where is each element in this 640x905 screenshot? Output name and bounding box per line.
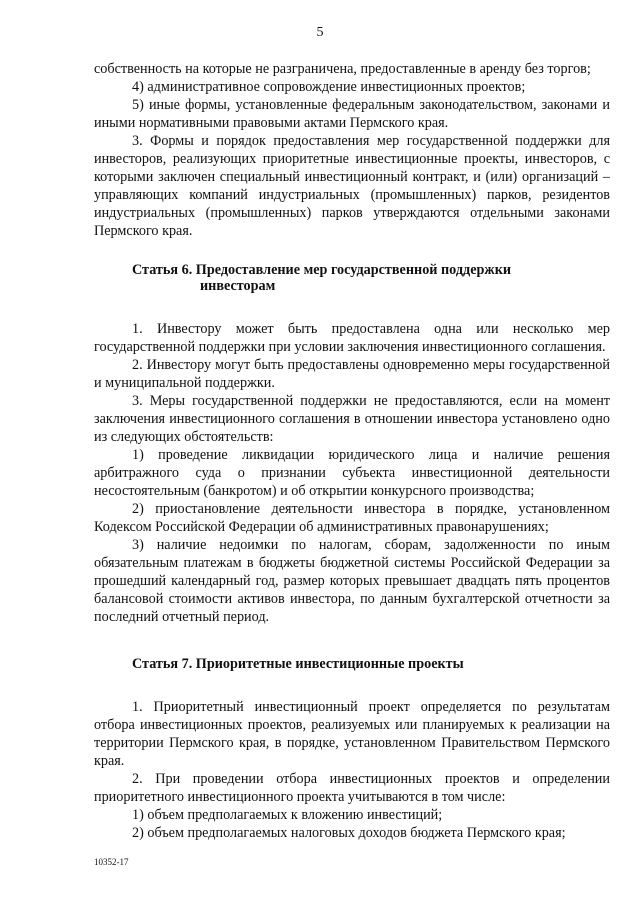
- article-6-heading: [94, 262, 610, 294]
- paragraph: 3. Меры государственной поддержки не предоставляются, если на момент заключения инвестиционного соглашения в отношении инвестора установлено одно из следующих обстоятельств:: [94, 393, 610, 445]
- paragraph: 1) проведение ликвидации юридического лица и наличие решения арбитражного суда о признании субъекта инвестиционной деятельности несостоятельным (банкротом) и об открытии конкурсного производства;: [94, 447, 610, 499]
- paragraph: 2. При проведении отбора инвестиционных проектов и определении приоритетного инвестиционного проекта учитываются в том числе:: [94, 771, 610, 805]
- paragraph: 2. Инвестору могут быть предоставлены одновременно меры государственной и муниципальной поддержки.: [94, 357, 610, 391]
- article-7-heading: Статья 7. Приоритетные инвестиционные проекты: [132, 656, 464, 672]
- paragraph: 2) объем предполагаемых налоговых доходов бюджета Пермского края;: [132, 825, 566, 841]
- article-6-heading-line1: Статья 6. Предоставление мер государственной поддержки: [132, 262, 512, 278]
- paragraph: 3) наличие недоимки по налогам, сборам, задолженности по иным обязательным платежам в бюджеты бюджетной системы Российской Федерации за прошедший календарный год, размер которых превышает двадцать пять процентов балансовой стоимости активов инвестора, по данным бухгалтерской отчетности за последний отчетный период.: [94, 537, 610, 625]
- paragraph: собственность на которые не разграничена, предоставленные в аренду без торгов;: [94, 61, 591, 77]
- paragraph: 5) иные формы, установленные федеральным законодательством, законами и иными нормативными правовыми актами Пермского края.: [94, 97, 610, 131]
- document-code: 10352-17: [94, 857, 129, 867]
- paragraph: 2) приостановление деятельности инвестора в порядке, установленном Кодексом Российской Федерации об административных правонарушениях;: [94, 501, 610, 535]
- page-content: [94, 60, 610, 842]
- page-number: 5: [316, 25, 324, 40]
- paragraph: 3. Формы и порядок предоставления мер государственной поддержки для инвесторов, реализующих приоритетные инвестиционные проекты, инвесторов, с которыми заключен специальный инвестиционный контракт, и (или) организаций – управляющих компаний индустриальных (промышленных) парков, резидентов индустриальных (промышленных) парков утверждаются отдельными законами Пермского края.: [94, 133, 610, 239]
- paragraph: 4) административное сопровождение инвестиционных проектов;: [132, 79, 526, 95]
- paragraph: 1. Приоритетный инвестиционный проект определяется по результатам отбора инвестиционных проектов, реализуемых или планируемых к реализации на территории Пермского края, в порядке, установленном Правительством Пермского края.: [94, 699, 610, 769]
- article-6-heading-line2: инвесторам: [200, 278, 276, 294]
- paragraph: 1. Инвестору может быть предоставлена одна или несколько мер государственной поддержки при условии заключения инвестиционного соглашения.: [94, 321, 610, 355]
- paragraph: 1) объем предполагаемых к вложению инвестиций;: [132, 807, 443, 823]
